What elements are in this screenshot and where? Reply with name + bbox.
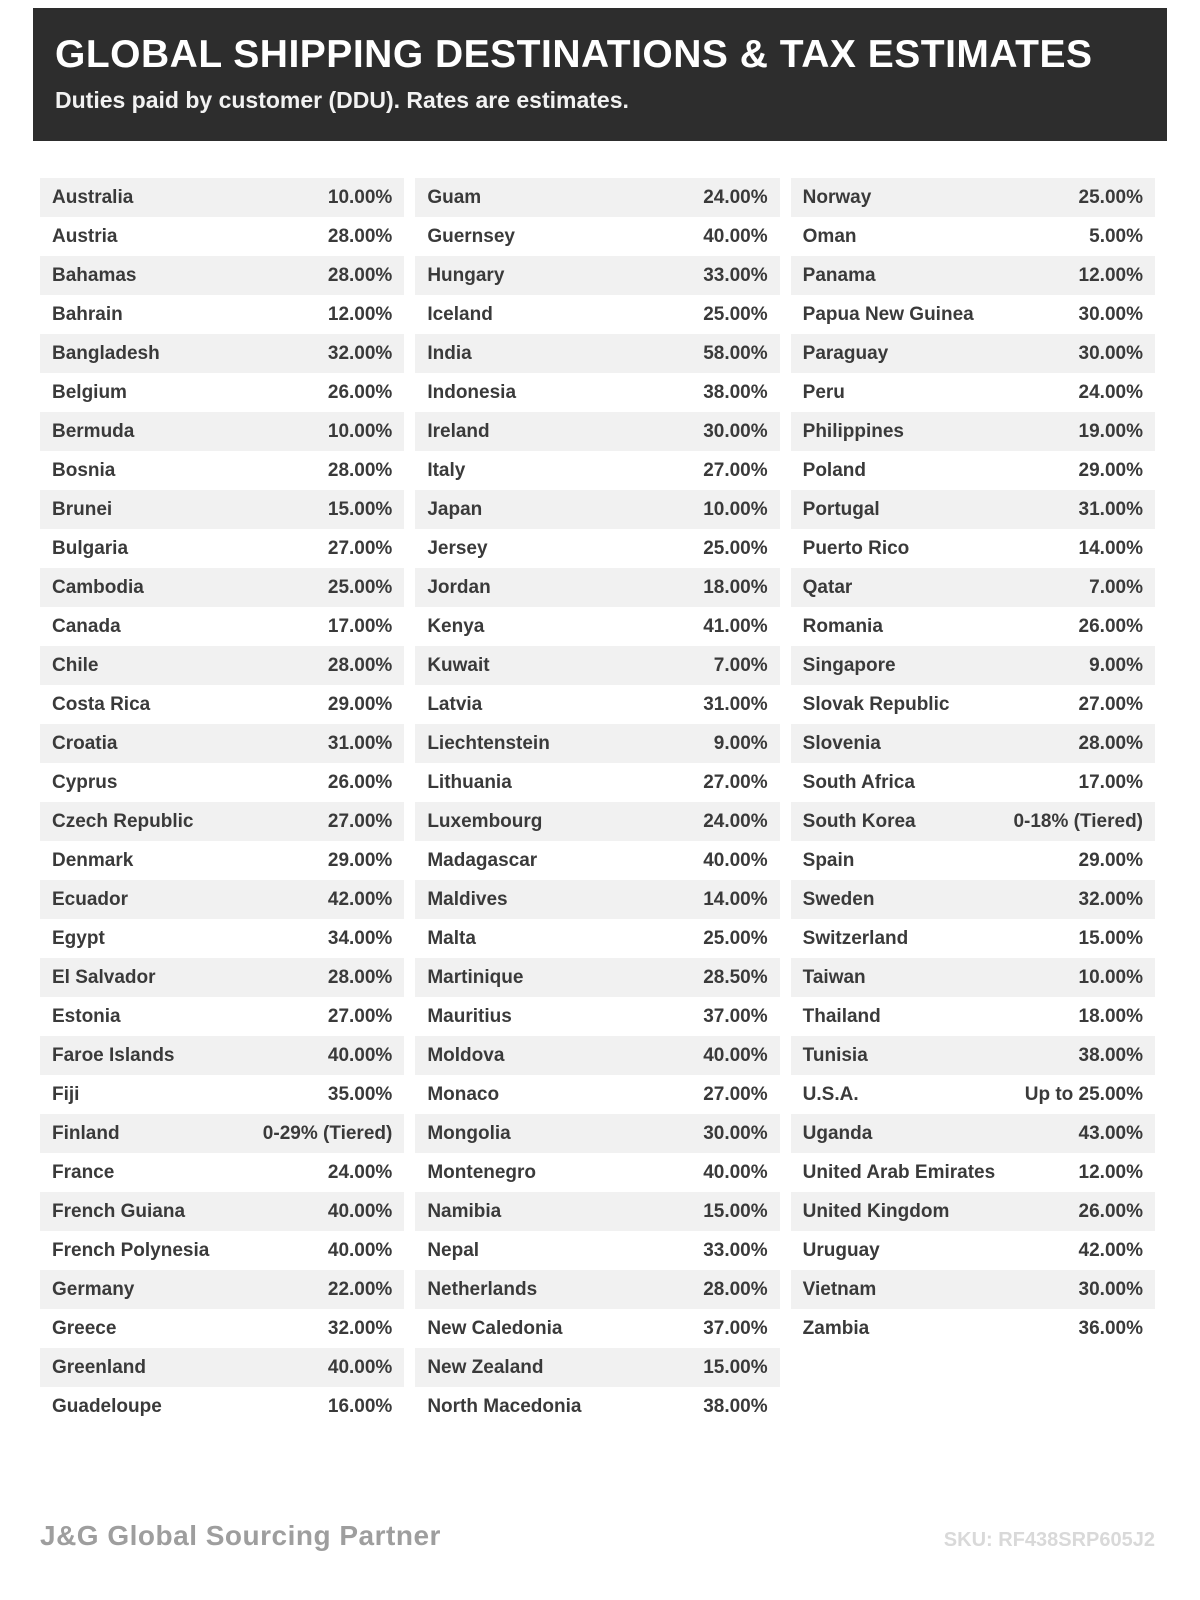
tax-rate: 40.00% bbox=[327, 1200, 393, 1222]
country-name: Switzerland bbox=[802, 927, 909, 949]
tax-rate: 27.00% bbox=[327, 537, 393, 559]
table-row bbox=[791, 958, 1155, 997]
country-name: Cyprus bbox=[52, 771, 118, 793]
table-row bbox=[791, 607, 1155, 646]
tax-rate: 43.00% bbox=[1078, 1122, 1143, 1144]
country-name: New Caledonia bbox=[427, 1317, 563, 1339]
table-row bbox=[791, 724, 1155, 763]
tax-rate: 27.00% bbox=[703, 1083, 768, 1105]
page-subtitle: Duties paid by customer (DDU). Rates are estimates. bbox=[55, 86, 629, 113]
tax-rate: 25.00% bbox=[703, 537, 768, 559]
table-row bbox=[415, 295, 779, 334]
rate-column bbox=[40, 178, 404, 1426]
table-row bbox=[40, 334, 404, 373]
tax-rate: 28.00% bbox=[327, 966, 393, 988]
tax-rate: 26.00% bbox=[1078, 1200, 1143, 1222]
table-row bbox=[791, 1270, 1155, 1309]
tax-rate: 32.00% bbox=[1078, 888, 1143, 910]
table-row bbox=[40, 1348, 404, 1387]
table-row bbox=[40, 490, 404, 529]
country-name: Namibia bbox=[427, 1200, 502, 1222]
country-name: France bbox=[52, 1161, 115, 1183]
tax-rate: 27.00% bbox=[1078, 693, 1143, 715]
table-row bbox=[415, 568, 779, 607]
country-name: Jordan bbox=[427, 576, 491, 598]
tax-rate: 5.00% bbox=[1089, 225, 1143, 247]
tax-rate: 41.00% bbox=[703, 615, 768, 637]
country-name: Ireland bbox=[427, 420, 490, 442]
rates-table bbox=[40, 178, 1155, 1426]
table-row bbox=[415, 724, 779, 763]
tax-rate: 17.00% bbox=[327, 615, 393, 637]
country-name: Sweden bbox=[802, 888, 875, 910]
tax-rate: 28.00% bbox=[703, 1278, 768, 1300]
country-name: Portugal bbox=[802, 498, 880, 520]
table-row bbox=[791, 1309, 1155, 1348]
tax-rate: 30.00% bbox=[1078, 342, 1143, 364]
tax-rate: 10.00% bbox=[703, 498, 768, 520]
tax-rate: 9.00% bbox=[713, 732, 768, 754]
tax-rate: 24.00% bbox=[1078, 381, 1143, 403]
table-row bbox=[415, 490, 779, 529]
table-row bbox=[791, 373, 1155, 412]
table-row bbox=[415, 1231, 779, 1270]
table-row bbox=[791, 1036, 1155, 1075]
tax-rate: 16.00% bbox=[327, 1395, 393, 1417]
country-name: Spain bbox=[802, 849, 855, 871]
country-name: Slovenia bbox=[802, 732, 881, 754]
table-row bbox=[415, 646, 779, 685]
country-name: Cambodia bbox=[52, 576, 144, 598]
country-name: South Africa bbox=[802, 771, 915, 793]
tax-rate: 19.00% bbox=[1078, 420, 1143, 442]
tax-rate: 42.00% bbox=[327, 888, 393, 910]
tax-rate: 27.00% bbox=[703, 459, 768, 481]
table-row bbox=[415, 1036, 779, 1075]
tax-rate: 32.00% bbox=[327, 1317, 393, 1339]
table-row bbox=[415, 763, 779, 802]
table-row bbox=[791, 1192, 1155, 1231]
country-name: Oman bbox=[802, 225, 857, 247]
table-row bbox=[415, 451, 779, 490]
table-row bbox=[415, 1075, 779, 1114]
table-row bbox=[415, 1348, 779, 1387]
country-name: Mauritius bbox=[427, 1005, 512, 1027]
country-name: Austria bbox=[52, 225, 118, 247]
table-row bbox=[791, 1114, 1155, 1153]
tax-rate: 32.00% bbox=[327, 342, 393, 364]
tax-rate: 30.00% bbox=[703, 1122, 768, 1144]
tax-rate: 25.00% bbox=[703, 303, 768, 325]
tax-rate: 15.00% bbox=[703, 1356, 768, 1378]
country-name: Taiwan bbox=[802, 966, 866, 988]
country-name: Uruguay bbox=[802, 1239, 880, 1261]
rate-column bbox=[415, 178, 779, 1426]
table-row bbox=[415, 217, 779, 256]
country-name: Australia bbox=[52, 186, 134, 208]
table-row bbox=[40, 451, 404, 490]
country-name: Costa Rica bbox=[52, 693, 151, 715]
tax-rate: 28.00% bbox=[327, 654, 393, 676]
table-row bbox=[791, 334, 1155, 373]
country-name: Malta bbox=[427, 927, 476, 949]
country-name: Uganda bbox=[802, 1122, 873, 1144]
tax-rate: 12.00% bbox=[1078, 1161, 1143, 1183]
country-name: Nepal bbox=[427, 1239, 480, 1261]
country-name: Paraguay bbox=[802, 342, 889, 364]
tax-rate: 35.00% bbox=[327, 1083, 393, 1105]
table-row bbox=[40, 997, 404, 1036]
country-name: Finland bbox=[52, 1122, 120, 1144]
table-row bbox=[40, 217, 404, 256]
table-row bbox=[791, 802, 1155, 841]
country-name: Thailand bbox=[802, 1005, 881, 1027]
table-row bbox=[40, 1231, 404, 1270]
tax-rate: 28.00% bbox=[1078, 732, 1143, 754]
table-row bbox=[415, 1153, 779, 1192]
country-name: Faroe Islands bbox=[52, 1044, 175, 1066]
table-row bbox=[40, 841, 404, 880]
country-name: Chile bbox=[52, 654, 99, 676]
table-row bbox=[791, 412, 1155, 451]
country-name: Bahrain bbox=[52, 303, 123, 325]
country-name: Belgium bbox=[52, 381, 127, 403]
country-name: Bangladesh bbox=[52, 342, 160, 364]
tax-rate: 0-29% (Tiered) bbox=[262, 1122, 393, 1144]
country-name: Guam bbox=[427, 186, 482, 208]
country-name: North Macedonia bbox=[427, 1395, 582, 1417]
table-row bbox=[791, 997, 1155, 1036]
table-row bbox=[40, 724, 404, 763]
country-name: Romania bbox=[802, 615, 883, 637]
table-row bbox=[791, 217, 1155, 256]
tax-rate: 31.00% bbox=[327, 732, 393, 754]
tax-rate: 7.00% bbox=[713, 654, 768, 676]
table-row bbox=[415, 1387, 779, 1426]
tax-rate: 38.00% bbox=[703, 1395, 768, 1417]
country-name: Madagascar bbox=[427, 849, 538, 871]
table-row bbox=[791, 763, 1155, 802]
table-row bbox=[791, 490, 1155, 529]
tax-rate: 14.00% bbox=[1078, 537, 1143, 559]
tax-rate: 24.00% bbox=[703, 810, 768, 832]
country-name: Kuwait bbox=[427, 654, 490, 676]
tax-rate: 12.00% bbox=[1078, 264, 1143, 286]
country-name: Croatia bbox=[52, 732, 118, 754]
tax-rate: 25.00% bbox=[1078, 186, 1143, 208]
tax-rate: 0-18% (Tiered) bbox=[1013, 810, 1143, 832]
table-row bbox=[40, 568, 404, 607]
country-name: Martinique bbox=[427, 966, 524, 988]
country-name: Moldova bbox=[427, 1044, 505, 1066]
table-row bbox=[40, 958, 404, 997]
tax-rate: 40.00% bbox=[327, 1356, 393, 1378]
table-row bbox=[415, 607, 779, 646]
table-row bbox=[40, 1387, 404, 1426]
country-name: Monaco bbox=[427, 1083, 500, 1105]
tax-rate: 28.00% bbox=[327, 225, 393, 247]
country-name: United Arab Emirates bbox=[802, 1161, 996, 1183]
tax-rate: 18.00% bbox=[1078, 1005, 1143, 1027]
country-name: Jersey bbox=[427, 537, 488, 559]
tax-rate: 17.00% bbox=[1078, 771, 1143, 793]
country-name: Brunei bbox=[52, 498, 113, 520]
country-name: Egypt bbox=[52, 927, 105, 949]
table-row bbox=[791, 1153, 1155, 1192]
table-row bbox=[415, 685, 779, 724]
country-name: Slovak Republic bbox=[802, 693, 950, 715]
table-row bbox=[40, 646, 404, 685]
country-name: Papua New Guinea bbox=[802, 303, 974, 325]
table-row bbox=[40, 412, 404, 451]
tax-rate: 18.00% bbox=[703, 576, 768, 598]
tax-rate: 40.00% bbox=[703, 849, 768, 871]
country-name: Peru bbox=[802, 381, 845, 403]
table-row bbox=[40, 607, 404, 646]
rate-column bbox=[791, 178, 1155, 1348]
tax-rate: 40.00% bbox=[703, 1161, 768, 1183]
sku-label: SKU: RF438SRP605J2 bbox=[943, 1529, 1155, 1551]
table-row bbox=[415, 880, 779, 919]
tax-rate: 42.00% bbox=[1078, 1239, 1143, 1261]
country-name: Philippines bbox=[802, 420, 905, 442]
tax-rate: 26.00% bbox=[327, 381, 393, 403]
table-row bbox=[791, 841, 1155, 880]
table-row bbox=[791, 178, 1155, 217]
table-row bbox=[40, 1114, 404, 1153]
tax-rate: 37.00% bbox=[703, 1005, 768, 1027]
country-name: Mongolia bbox=[427, 1122, 511, 1144]
country-name: Singapore bbox=[802, 654, 896, 676]
table-row bbox=[791, 919, 1155, 958]
tax-rate: Up to 25.00% bbox=[1024, 1083, 1143, 1105]
tax-rate: 26.00% bbox=[327, 771, 393, 793]
table-row bbox=[415, 334, 779, 373]
country-name: Japan bbox=[427, 498, 483, 520]
tax-rate: 40.00% bbox=[703, 1044, 768, 1066]
country-name: Kenya bbox=[427, 615, 485, 637]
country-name: Iceland bbox=[427, 303, 493, 325]
tax-rate: 24.00% bbox=[703, 186, 768, 208]
country-name: Denmark bbox=[52, 849, 134, 871]
country-name: Greece bbox=[52, 1317, 117, 1339]
tax-rate: 15.00% bbox=[327, 498, 393, 520]
tax-rate: 24.00% bbox=[327, 1161, 393, 1183]
country-name: Bulgaria bbox=[52, 537, 129, 559]
table-row bbox=[40, 802, 404, 841]
table-row bbox=[415, 997, 779, 1036]
country-name: Germany bbox=[52, 1278, 135, 1300]
country-name: Indonesia bbox=[427, 381, 517, 403]
tax-rate: 25.00% bbox=[703, 927, 768, 949]
country-name: India bbox=[427, 342, 472, 364]
country-name: Estonia bbox=[52, 1005, 121, 1027]
country-name: Tunisia bbox=[802, 1044, 868, 1066]
tax-rate: 30.00% bbox=[1078, 1278, 1143, 1300]
table-row bbox=[415, 919, 779, 958]
table-row bbox=[791, 1075, 1155, 1114]
tax-rate: 27.00% bbox=[327, 1005, 393, 1027]
country-name: Montenegro bbox=[427, 1161, 537, 1183]
country-name: Puerto Rico bbox=[802, 537, 910, 559]
tax-rate: 27.00% bbox=[327, 810, 393, 832]
country-name: U.S.A. bbox=[802, 1083, 859, 1105]
country-name: Panama bbox=[802, 264, 876, 286]
country-name: New Zealand bbox=[427, 1356, 544, 1378]
table-row bbox=[791, 529, 1155, 568]
tax-rate: 9.00% bbox=[1089, 654, 1143, 676]
table-row bbox=[415, 802, 779, 841]
table-row bbox=[791, 256, 1155, 295]
country-name: Maldives bbox=[427, 888, 508, 910]
tax-rate: 36.00% bbox=[1078, 1317, 1143, 1339]
tax-rate: 30.00% bbox=[703, 420, 768, 442]
table-row bbox=[40, 373, 404, 412]
table-row bbox=[791, 451, 1155, 490]
header-banner bbox=[33, 8, 1167, 141]
tax-rate: 7.00% bbox=[1089, 576, 1143, 598]
tax-rate: 29.00% bbox=[327, 693, 393, 715]
country-name: Netherlands bbox=[427, 1278, 538, 1300]
tax-rate: 40.00% bbox=[703, 225, 768, 247]
country-name: El Salvador bbox=[52, 966, 156, 988]
tax-rate: 15.00% bbox=[703, 1200, 768, 1222]
tax-rate: 22.00% bbox=[327, 1278, 393, 1300]
table-row bbox=[40, 1309, 404, 1348]
country-name: Ecuador bbox=[52, 888, 129, 910]
table-row bbox=[415, 256, 779, 295]
table-row bbox=[40, 529, 404, 568]
tax-rate: 40.00% bbox=[327, 1239, 393, 1261]
country-name: Lithuania bbox=[427, 771, 512, 793]
tax-rate: 25.00% bbox=[327, 576, 393, 598]
tax-rate: 33.00% bbox=[703, 1239, 768, 1261]
country-name: South Korea bbox=[802, 810, 916, 832]
table-row bbox=[40, 763, 404, 802]
tax-rate: 38.00% bbox=[1078, 1044, 1143, 1066]
tax-rate: 10.00% bbox=[1078, 966, 1143, 988]
table-row bbox=[415, 373, 779, 412]
tax-rate: 12.00% bbox=[327, 303, 393, 325]
table-row bbox=[415, 958, 779, 997]
tax-rate: 34.00% bbox=[327, 927, 393, 949]
country-name: Liechtenstein bbox=[427, 732, 550, 754]
tax-rate: 31.00% bbox=[1078, 498, 1143, 520]
table-row bbox=[40, 1153, 404, 1192]
table-row bbox=[40, 880, 404, 919]
tax-rate: 31.00% bbox=[703, 693, 768, 715]
brand-name: J&G Global Sourcing Partner bbox=[40, 1520, 441, 1551]
table-row bbox=[791, 295, 1155, 334]
country-name: Norway bbox=[802, 186, 872, 208]
tax-rate: 28.00% bbox=[327, 459, 393, 481]
tax-rate: 40.00% bbox=[327, 1044, 393, 1066]
tax-rate: 15.00% bbox=[1078, 927, 1143, 949]
country-name: Italy bbox=[427, 459, 466, 481]
tax-rate: 37.00% bbox=[703, 1317, 768, 1339]
table-row bbox=[791, 568, 1155, 607]
tax-rate: 10.00% bbox=[327, 186, 393, 208]
tax-rate: 28.00% bbox=[327, 264, 393, 286]
country-name: Greenland bbox=[52, 1356, 146, 1378]
country-name: French Polynesia bbox=[52, 1239, 210, 1261]
country-name: Fiji bbox=[52, 1083, 80, 1105]
country-name: Canada bbox=[52, 615, 121, 637]
tax-rate: 14.00% bbox=[703, 888, 768, 910]
country-name: Zambia bbox=[802, 1317, 870, 1339]
tax-rate: 26.00% bbox=[1078, 615, 1143, 637]
table-row bbox=[40, 1192, 404, 1231]
tax-rate: 10.00% bbox=[327, 420, 393, 442]
country-name: Czech Republic bbox=[52, 810, 194, 832]
tax-rate: 29.00% bbox=[1078, 459, 1143, 481]
table-row bbox=[415, 529, 779, 568]
tax-rate: 58.00% bbox=[703, 342, 768, 364]
table-row bbox=[791, 880, 1155, 919]
table-row bbox=[415, 1270, 779, 1309]
tax-rate: 27.00% bbox=[703, 771, 768, 793]
table-row bbox=[40, 178, 404, 217]
tax-rate: 30.00% bbox=[1078, 303, 1143, 325]
table-row bbox=[791, 646, 1155, 685]
tax-rate: 28.50% bbox=[703, 966, 768, 988]
country-name: Poland bbox=[802, 459, 866, 481]
table-row bbox=[40, 1036, 404, 1075]
table-row bbox=[40, 1270, 404, 1309]
country-name: Latvia bbox=[427, 693, 483, 715]
table-row bbox=[415, 412, 779, 451]
country-name: French Guiana bbox=[52, 1200, 186, 1222]
tax-rate: 38.00% bbox=[703, 381, 768, 403]
table-row bbox=[40, 919, 404, 958]
table-row bbox=[415, 1114, 779, 1153]
table-row bbox=[415, 1192, 779, 1231]
page-title: GLOBAL SHIPPING DESTINATIONS & TAX ESTIMATES bbox=[55, 33, 1093, 76]
country-name: United Kingdom bbox=[802, 1200, 950, 1222]
table-row bbox=[40, 256, 404, 295]
tax-rate: 33.00% bbox=[703, 264, 768, 286]
country-name: Guernsey bbox=[427, 225, 515, 247]
country-name: Hungary bbox=[427, 264, 505, 286]
table-row bbox=[791, 1231, 1155, 1270]
country-name: Bosnia bbox=[52, 459, 116, 481]
table-row bbox=[40, 685, 404, 724]
table-row bbox=[40, 1075, 404, 1114]
footer bbox=[40, 1520, 1155, 1552]
table-row bbox=[415, 841, 779, 880]
country-name: Qatar bbox=[802, 576, 853, 598]
country-name: Bermuda bbox=[52, 420, 135, 442]
table-row bbox=[791, 685, 1155, 724]
tax-rate: 29.00% bbox=[1078, 849, 1143, 871]
country-name: Bahamas bbox=[52, 264, 137, 286]
country-name: Guadeloupe bbox=[52, 1395, 162, 1417]
tax-rate: 29.00% bbox=[327, 849, 393, 871]
country-name: Vietnam bbox=[802, 1278, 877, 1300]
table-row bbox=[415, 1309, 779, 1348]
table-row bbox=[415, 178, 779, 217]
country-name: Luxembourg bbox=[427, 810, 543, 832]
table-row bbox=[40, 295, 404, 334]
